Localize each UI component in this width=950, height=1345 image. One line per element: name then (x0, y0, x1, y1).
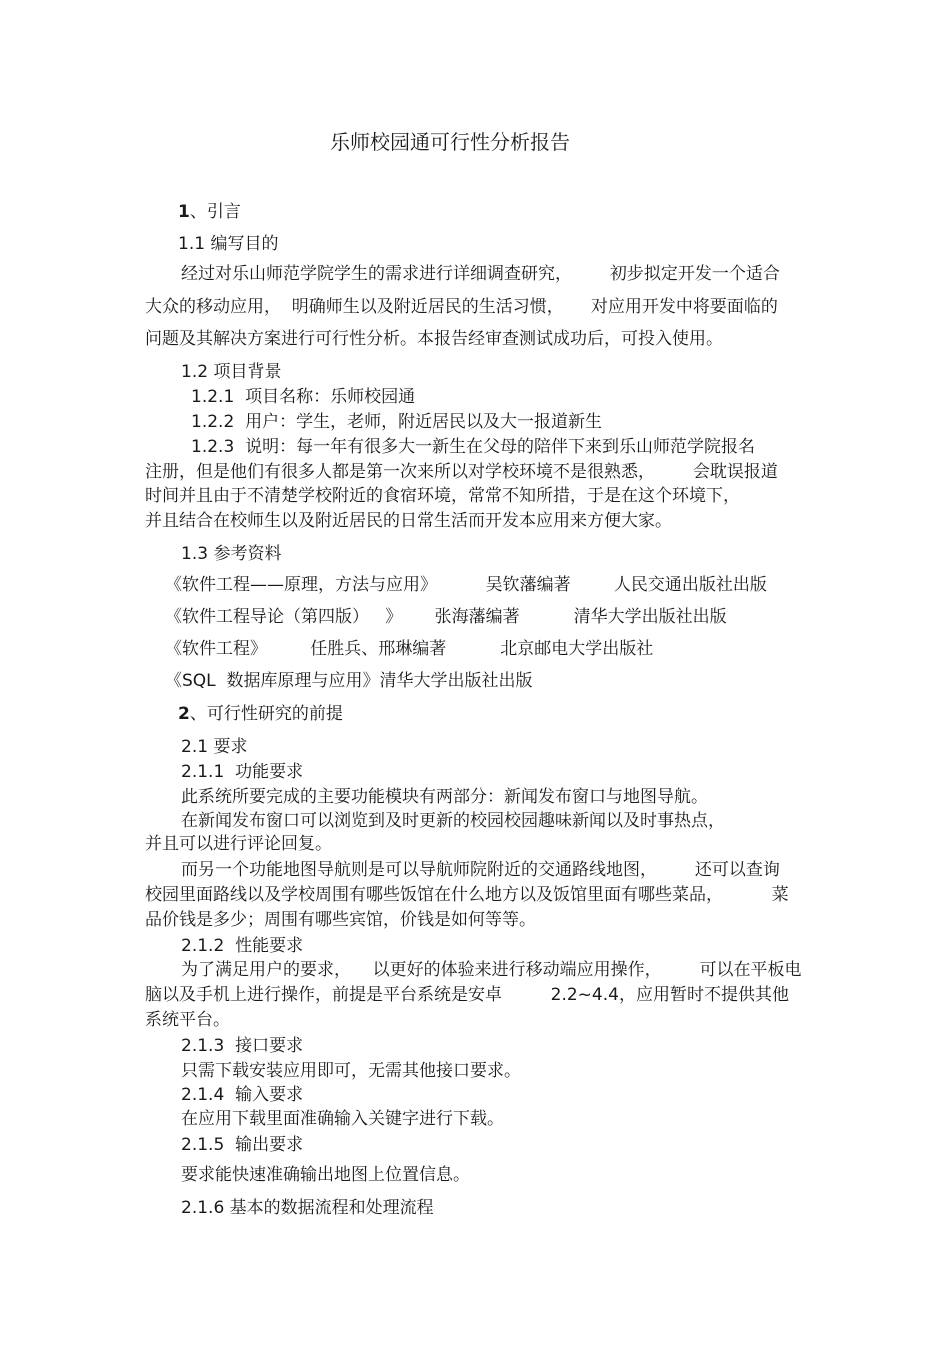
section-2-1-3-heading: 2.1.3 接口要求 (181, 1036, 304, 1056)
section-1-number: 1 (178, 202, 190, 222)
paragraph-line: 品价钱是多少；周围有哪些宾馆，价钱是如何等等。 (145, 910, 536, 930)
paragraph-line: 经过对乐山师范学院学生的需求进行详细调查研究， 初步拟定开发一个适合 (181, 264, 780, 284)
section-2-1-2-heading: 2.1.2 性能要求 (181, 936, 304, 956)
page-title: 乐师校园通可行性分析报告 (330, 130, 570, 154)
section-2-number: 2 (178, 704, 190, 724)
paragraph-line: 而另一个功能地图导航则是可以导航师院附近的交通路线地图， 还可以查询 (181, 860, 780, 880)
section-1-2-heading: 1.2 项目背景 (181, 362, 282, 382)
paragraph-line: 此系统所要完成的主要功能模块有两部分：新闻发布窗口与地图导航。 (181, 787, 708, 807)
paragraph-line: 并且结合在校师生以及附近居民的日常生活而开发本应用来方便大家。 (145, 511, 672, 531)
paragraph-line: 注册，但是他们有很多人都是第一次来所以对学校环境不是很熟悉， 会耽误报道 (145, 462, 778, 482)
paragraph-line: 脑以及手机上进行操作，前提是平台系统是安卓 2.2~4.4，应用暂时不提供其他 (145, 985, 789, 1005)
paragraph-line: 为了满足用户的要求， 以更好的体验来进行移动端应用操作， 可以在平板电 (181, 960, 802, 980)
section-1-1-heading: 1.1 编写目的 (178, 234, 279, 254)
section-2-text: 、可行性研究的前提 (189, 704, 343, 724)
paragraph-line: 在应用下载里面准确输入关键字进行下载。 (181, 1109, 504, 1129)
paragraph-line: 1.2.1 项目名称：乐师校园通 (191, 387, 416, 407)
section-2-1-1-heading: 2.1.1 功能要求 (181, 762, 304, 782)
section-1-text: 、引言 (189, 202, 241, 222)
paragraph-line: 在新闻发布窗口可以浏览到及时更新的校园校园趣味新闻以及时事热点， (181, 811, 725, 831)
reference-item: 《软件工程导论（第四版） 》 张海藩编著 清华大学出版社出版 (165, 607, 727, 627)
paragraph-line: 只需下载安装应用即可，无需其他接口要求。 (181, 1061, 521, 1081)
section-1-heading (178, 202, 241, 222)
paragraph-line: 系统平台。 (145, 1010, 230, 1030)
section-2-1-6-heading: 2.1.6 基本的数据流程和处理流程 (181, 1198, 434, 1218)
paragraph-line: 1.2.2 用户：学生，老师，附近居民以及大一报道新生 (191, 412, 603, 432)
paragraph-line: 要求能快速准确输出地图上位置信息。 (181, 1165, 470, 1185)
paragraph-line: 时间并且由于不清楚学校附近的食宿环境，常常不知所措，于是在这个环境下， (145, 486, 740, 506)
paragraph-line: 大众的移动应用， 明确师生以及附近居民的生活习惯， 对应用开发中将要面临的 (145, 297, 778, 317)
section-2-heading (178, 704, 343, 724)
reference-item: 《SQL 数据库原理与应用》清华大学出版社出版 (165, 671, 533, 691)
section-2-1-5-heading: 2.1.5 输出要求 (181, 1135, 304, 1155)
paragraph-line: 校园里面路线以及学校周围有哪些饭馆在什么地方以及饭馆里面有哪些菜品， 菜 (145, 885, 789, 905)
reference-item: 《软件工程》 任胜兵、邢琳编著 北京邮电大学出版社 (165, 639, 654, 659)
paragraph-line: 1.2.3 说明：每一年有很多大一新生在父母的陪伴下来到乐山师范学院报名 (191, 437, 756, 457)
section-2-1-4-heading: 2.1.4 输入要求 (181, 1085, 304, 1105)
paragraph-line: 问题及其解决方案进行可行性分析。本报告经审查测试成功后，可投入使用。 (145, 329, 723, 349)
section-2-1-heading: 2.1 要求 (181, 737, 248, 757)
section-1-3-heading: 1.3 参考资料 (181, 544, 282, 564)
paragraph-line: 并且可以进行评论回复。 (145, 834, 332, 854)
reference-item: 《软件工程——原理，方法与应用》 吴钦藩编著 人民交通出版社出版 (165, 575, 767, 595)
